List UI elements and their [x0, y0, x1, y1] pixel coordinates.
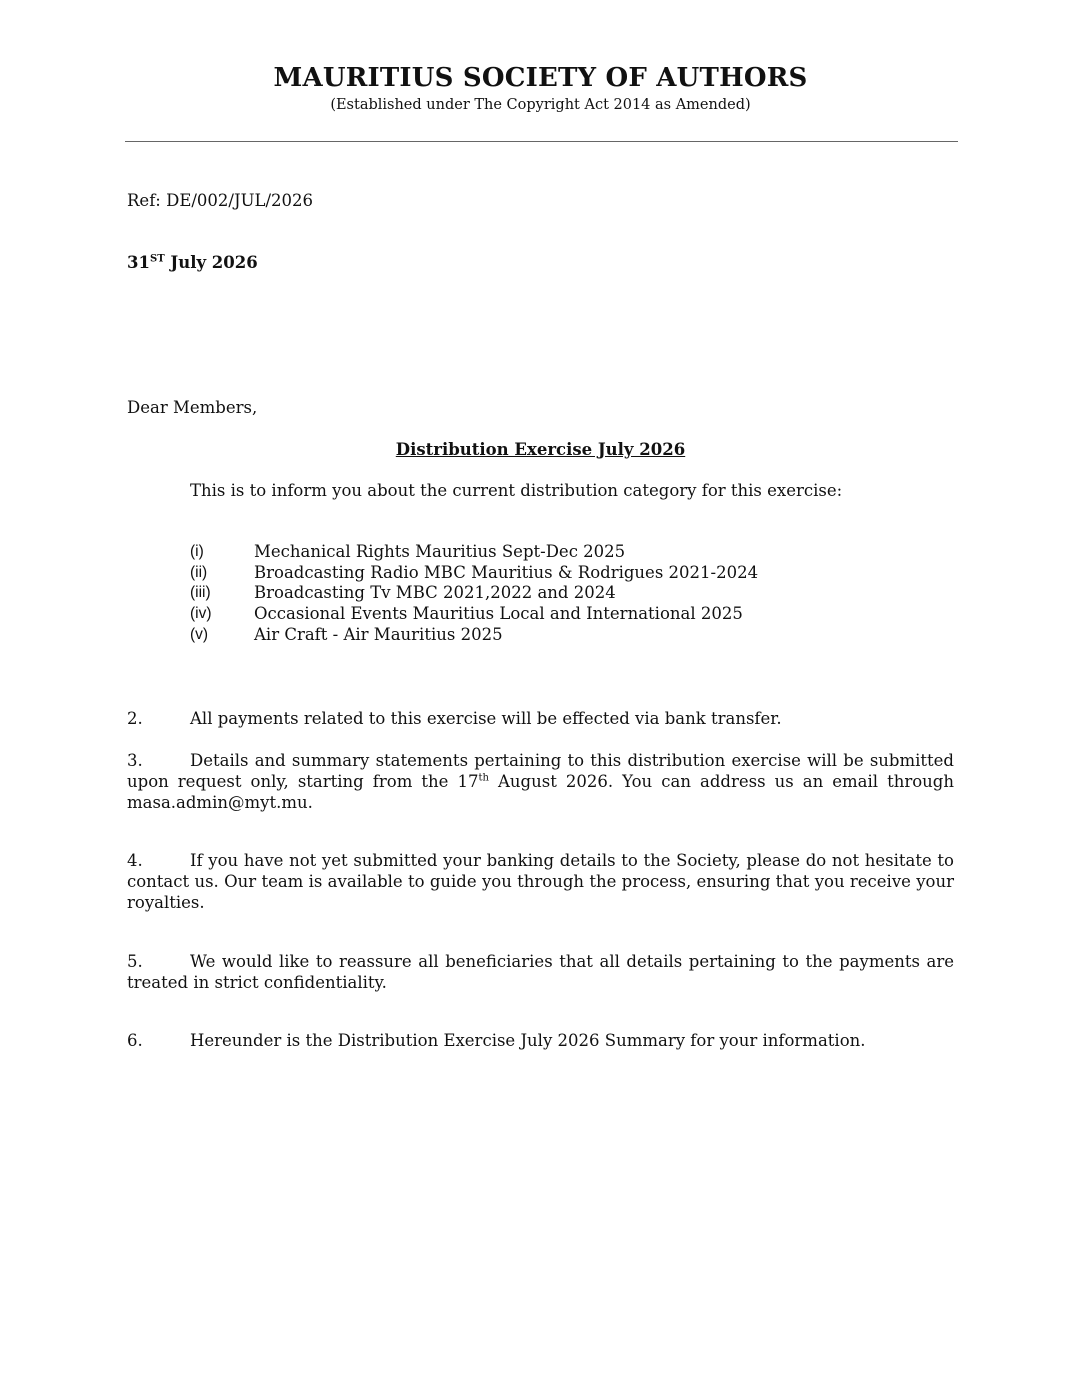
paragraph-text: If you have not yet submitted your banking details to the Society, please do not hesitate to contact us. Our team is available to guide you through the process, ensuring that you receive your royalties. [127, 851, 954, 912]
list-item-number: (v) [190, 625, 209, 643]
list-item [190, 625, 758, 646]
ordinal-suffix: th [478, 772, 489, 784]
paragraph-number: 6. [127, 1031, 143, 1050]
list-item-number: (i) [190, 543, 204, 560]
paragraph-number: 4. [127, 851, 143, 870]
paragraph-text: We would like to reassure all beneficiaries that all details pertaining to the payments are treated in strict confidentiality. [127, 952, 954, 992]
header-divider [125, 141, 958, 142]
list-item-text: Mechanical Rights Mauritius Sept-Dec 2025 [254, 542, 626, 561]
list-item [190, 583, 758, 604]
intro-text: This is to inform you about the current distribution category for this exercise: [190, 481, 843, 500]
paragraph-6 [127, 1030, 954, 1051]
list-item [190, 563, 758, 584]
list-item [190, 542, 758, 563]
list-item-text: Occasional Events Mauritius Local and International 2025 [254, 604, 743, 624]
paragraph-text-continued: August 2026. You can address us an email through masa.admin@myt.mu. [127, 772, 954, 812]
date-day: 31 [127, 253, 150, 272]
paragraph-number: 2. [127, 709, 143, 728]
paragraph-2 [127, 708, 954, 729]
category-list [190, 542, 758, 645]
list-item [190, 604, 758, 625]
list-item-text: Broadcasting Tv MBC 2021,2022 and 2024 [254, 583, 616, 603]
paragraph-text: Details and summary statements pertaining to this distribution exercise will be submitted upon request only, starting from the 17 [127, 751, 954, 791]
date-suffix: ST [149, 253, 165, 265]
paragraph-text: All payments related to this exercise will be effected via bank transfer. [190, 709, 782, 728]
paragraph-3 [127, 750, 954, 813]
paragraph-number: 3. [127, 751, 143, 770]
list-item-number: (iii) [190, 584, 211, 602]
list-item-number: (iv) [190, 605, 212, 623]
paragraph-text: Hereunder is the Distribution Exercise July 2026 Summary for your information. [190, 1031, 866, 1050]
list-item-text: Broadcasting Radio MBC Mauritius & Rodrigues 2021-2024 [254, 562, 759, 582]
letter-heading: Distribution Exercise July 2026 [395, 440, 686, 459]
date-rest: July 2026 [164, 253, 258, 272]
organization-subtitle: (Established under The Copyright Act 2014 as Amended) [330, 97, 751, 113]
list-item-text: Air Craft - Air Mauritius 2025 [254, 624, 503, 644]
organization-title: MAURITIUS SOCIETY OF AUTHORS [273, 63, 808, 93]
paragraph-5 [127, 951, 954, 993]
salutation: Dear Members, [127, 398, 258, 417]
paragraph-4 [127, 850, 954, 913]
list-item-number: (ii) [190, 563, 208, 581]
letter-date [127, 252, 258, 273]
paragraph-number: 5. [127, 952, 143, 971]
reference-number: Ref: DE/002/JUL/2026 [127, 191, 314, 210]
